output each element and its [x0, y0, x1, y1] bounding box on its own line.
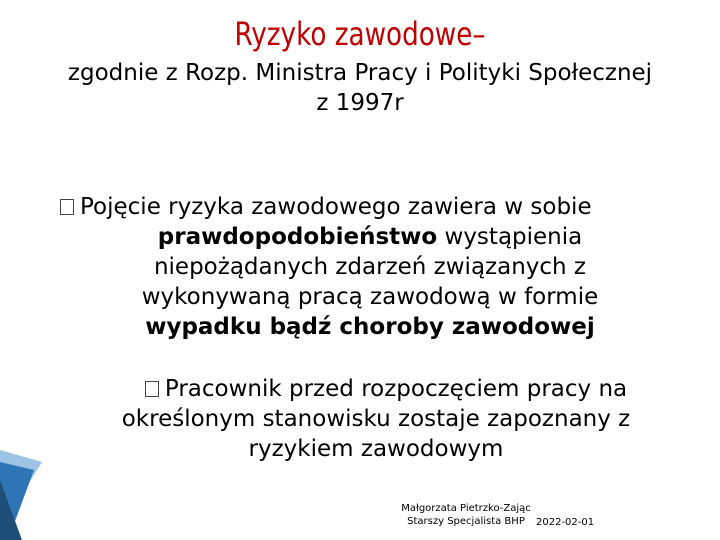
bullet-1-part-2: wystąpienia — [437, 224, 583, 250]
slide-title: Ryzyko zawodowe– — [234, 15, 486, 53]
bullet-1-bold-2: wypadku bądź choroby zawodowej — [145, 314, 595, 340]
bullet-1-line-4: wykonywaną pracą zawodową w formie — [141, 284, 599, 310]
subtitle-line-2: z 1997r — [316, 90, 404, 116]
bullet-2-line-3: ryzykiem zawodowym — [248, 436, 504, 462]
bullet-2-line-2: określonym stanowisku zostaje zapoznany z — [121, 406, 631, 432]
bullet-1-bold-1: prawdopodobieństwo — [157, 224, 438, 250]
bullet-2-line-1: Pracownik przed rozpoczęciem pracy na — [164, 376, 628, 402]
subtitle-line-1: zgodnie z Rozp. Ministra Pracy i Polityki Społecznej — [67, 60, 653, 86]
footer-author-block — [396, 502, 536, 528]
footer-author: Małgorzata Pietrzko-Zając — [401, 503, 531, 514]
footer-role: Starszy Specjalista BHP — [407, 516, 525, 527]
bullet-1-line-3: niepożądanych zdarzeń związanych z — [153, 254, 587, 280]
bullet-1-line-1: Pojęcie ryzyka zawodowego zawiera w sobie — [80, 194, 592, 220]
footer-date: 2022-02-01 — [536, 517, 595, 528]
